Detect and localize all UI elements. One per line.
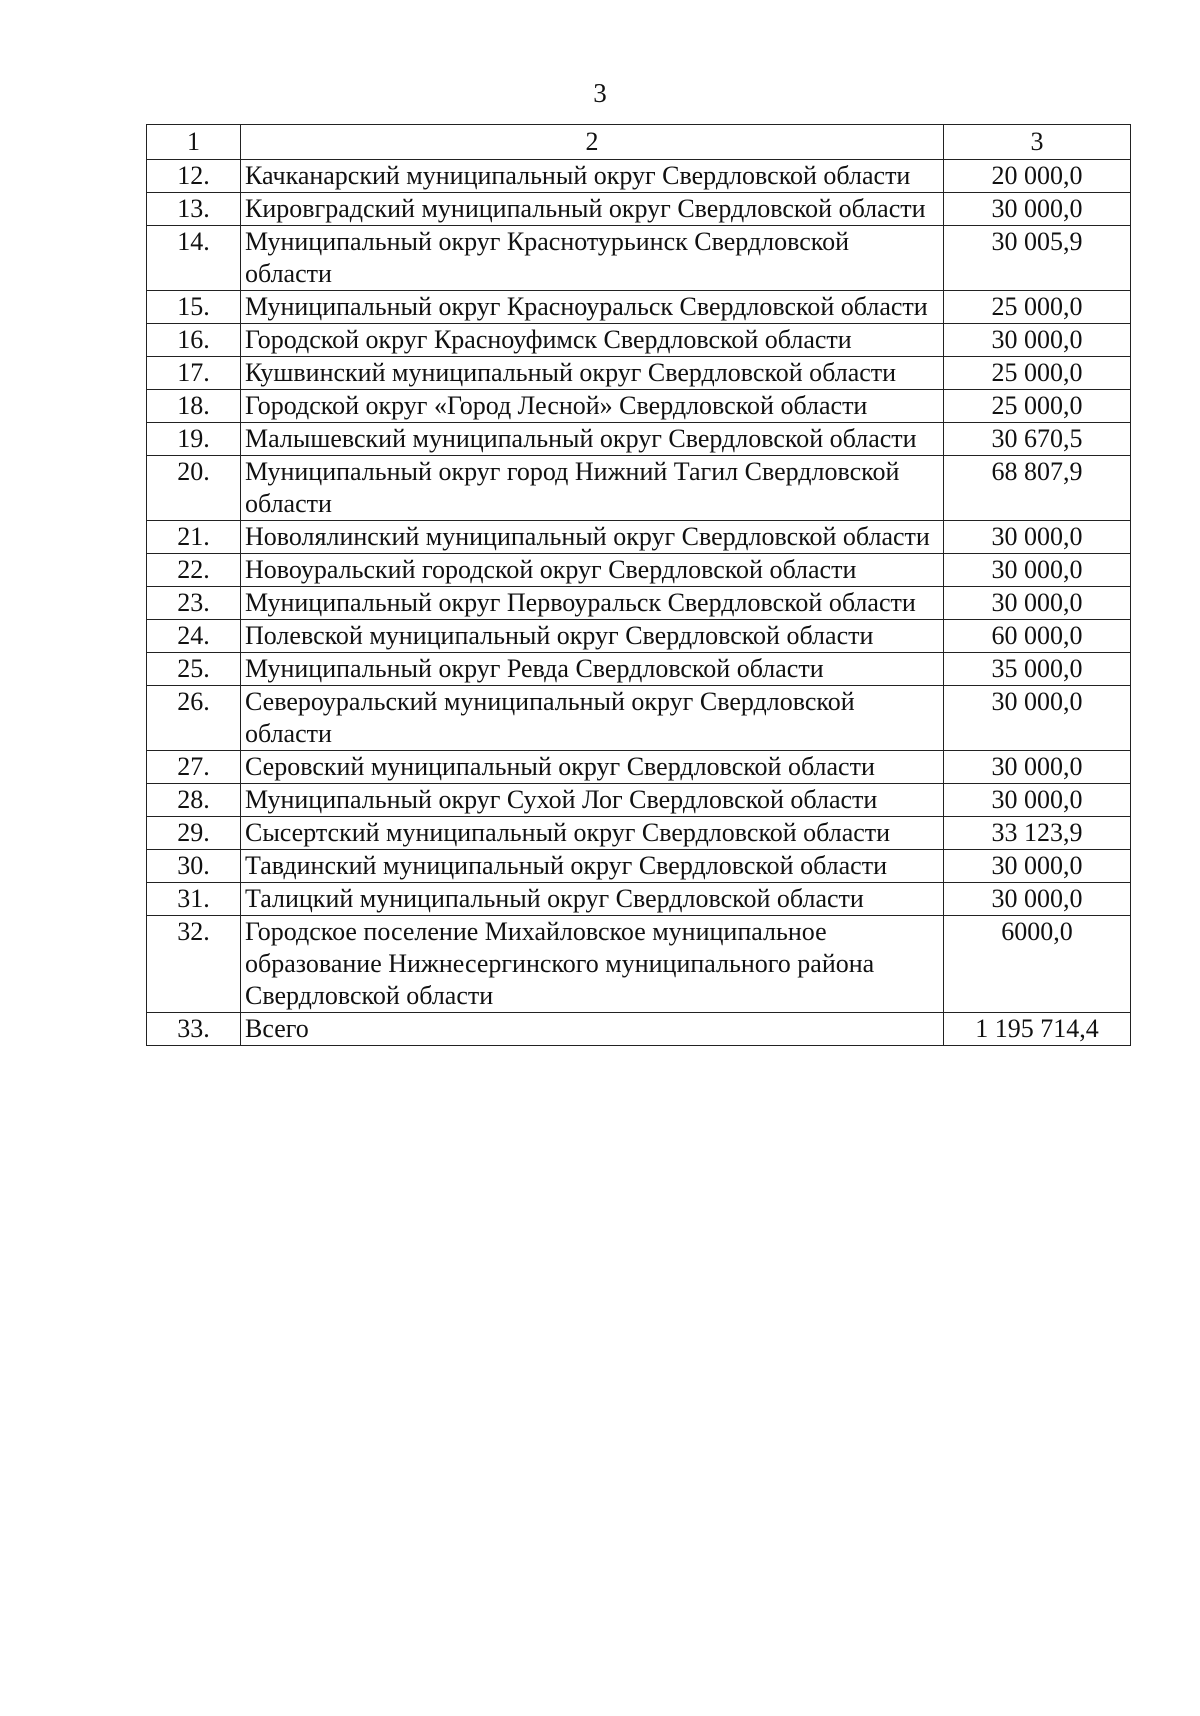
municipality-name: Серовский муниципальный округ Свердловской области bbox=[241, 751, 944, 784]
row-number: 12. bbox=[147, 160, 241, 193]
table-row bbox=[147, 587, 1131, 620]
row-number: 26. bbox=[147, 686, 241, 751]
amount-value: 30 000,0 bbox=[944, 587, 1131, 620]
table-row bbox=[147, 357, 1131, 390]
row-number: 20. bbox=[147, 456, 241, 521]
municipality-name: Муниципальный округ город Нижний Тагил Свердловской области bbox=[241, 456, 944, 521]
row-number: 30. bbox=[147, 850, 241, 883]
row-number: 13. bbox=[147, 193, 241, 226]
municipality-name: Городское поселение Михайловское муниципальное образование Нижнесергинского муниципального района Свердловской области bbox=[241, 916, 944, 1013]
amount-value: 30 000,0 bbox=[944, 850, 1131, 883]
row-number: 27. bbox=[147, 751, 241, 784]
row-number: 22. bbox=[147, 554, 241, 587]
amount-value: 25 000,0 bbox=[944, 357, 1131, 390]
header-row bbox=[147, 125, 1131, 160]
municipality-name: Качканарский муниципальный округ Свердловской области bbox=[241, 160, 944, 193]
header-col-2: 2 bbox=[241, 125, 944, 160]
table-row bbox=[147, 883, 1131, 916]
amount-value: 30 000,0 bbox=[944, 883, 1131, 916]
table-row bbox=[147, 653, 1131, 686]
municipality-name: Североуральский муниципальный округ Свердловской области bbox=[241, 686, 944, 751]
municipality-name: Тавдинский муниципальный округ Свердловской области bbox=[241, 850, 944, 883]
amount-value: 30 000,0 bbox=[944, 751, 1131, 784]
amount-value: 30 000,0 bbox=[944, 686, 1131, 751]
row-number: 15. bbox=[147, 291, 241, 324]
table-row bbox=[147, 620, 1131, 653]
row-number: 24. bbox=[147, 620, 241, 653]
row-number: 17. bbox=[147, 357, 241, 390]
amount-value: 30 005,9 bbox=[944, 226, 1131, 291]
municipality-name: Муниципальный округ Сухой Лог Свердловской области bbox=[241, 784, 944, 817]
row-number: 19. bbox=[147, 423, 241, 456]
page-number: 3 bbox=[593, 78, 607, 108]
row-number: 29. bbox=[147, 817, 241, 850]
row-number: 28. bbox=[147, 784, 241, 817]
municipality-name: Муниципальный округ Краснотурьинск Свердловской области bbox=[241, 226, 944, 291]
amount-value: 25 000,0 bbox=[944, 390, 1131, 423]
amount-value: 25 000,0 bbox=[944, 291, 1131, 324]
row-number: 25. bbox=[147, 653, 241, 686]
row-number: 31. bbox=[147, 883, 241, 916]
table-row bbox=[147, 423, 1131, 456]
table-row bbox=[147, 817, 1131, 850]
amount-value: 68 807,9 bbox=[944, 456, 1131, 521]
municipality-name: Кировградский муниципальный округ Свердловской области bbox=[241, 193, 944, 226]
row-number: 16. bbox=[147, 324, 241, 357]
municipality-name: Сысертский муниципальный округ Свердловской области bbox=[241, 817, 944, 850]
row-number: 18. bbox=[147, 390, 241, 423]
table-header bbox=[147, 125, 1131, 160]
municipality-name: Новолялинский муниципальный округ Свердловской области bbox=[241, 521, 944, 554]
table-row bbox=[147, 324, 1131, 357]
table-row bbox=[147, 1013, 1131, 1046]
amount-value: 30 000,0 bbox=[944, 554, 1131, 587]
table-row bbox=[147, 521, 1131, 554]
municipality-name: Городской округ Красноуфимск Свердловской области bbox=[241, 324, 944, 357]
amount-value: 6000,0 bbox=[944, 916, 1131, 1013]
table-row bbox=[147, 160, 1131, 193]
municipality-name: Полевской муниципальный округ Свердловской области bbox=[241, 620, 944, 653]
municipality-name: Талицкий муниципальный округ Свердловской области bbox=[241, 883, 944, 916]
table-row bbox=[147, 226, 1131, 291]
row-number: 21. bbox=[147, 521, 241, 554]
header-col-1: 1 bbox=[147, 125, 241, 160]
header-col-3: 3 bbox=[944, 125, 1131, 160]
table-row bbox=[147, 850, 1131, 883]
row-number: 23. bbox=[147, 587, 241, 620]
amount-value: 30 000,0 bbox=[944, 784, 1131, 817]
municipality-name: Муниципальный округ Красноуральск Свердловской области bbox=[241, 291, 944, 324]
municipality-name: Всего bbox=[241, 1013, 944, 1046]
table-row bbox=[147, 784, 1131, 817]
table-row bbox=[147, 291, 1131, 324]
amount-value: 35 000,0 bbox=[944, 653, 1131, 686]
amount-value: 30 670,5 bbox=[944, 423, 1131, 456]
amount-value: 33 123,9 bbox=[944, 817, 1131, 850]
table-row bbox=[147, 193, 1131, 226]
municipality-name: Малышевский муниципальный округ Свердловской области bbox=[241, 423, 944, 456]
table-row bbox=[147, 456, 1131, 521]
amount-value: 1 195 714,4 bbox=[944, 1013, 1131, 1046]
row-number: 14. bbox=[147, 226, 241, 291]
allocation-table bbox=[146, 124, 1131, 1046]
municipality-name: Муниципальный округ Ревда Свердловской области bbox=[241, 653, 944, 686]
amount-value: 30 000,0 bbox=[944, 521, 1131, 554]
municipality-name: Городской округ «Город Лесной» Свердловской области bbox=[241, 390, 944, 423]
table-row bbox=[147, 916, 1131, 1013]
table-row bbox=[147, 751, 1131, 784]
municipality-name: Кушвинский муниципальный округ Свердловской области bbox=[241, 357, 944, 390]
row-number: 33. bbox=[147, 1013, 241, 1046]
amount-value: 60 000,0 bbox=[944, 620, 1131, 653]
amount-value: 30 000,0 bbox=[944, 193, 1131, 226]
municipality-name: Новоуральский городской округ Свердловской области bbox=[241, 554, 944, 587]
amount-value: 20 000,0 bbox=[944, 160, 1131, 193]
table-body bbox=[147, 160, 1131, 1046]
amount-value: 30 000,0 bbox=[944, 324, 1131, 357]
table-row bbox=[147, 686, 1131, 751]
table-row bbox=[147, 554, 1131, 587]
table-row bbox=[147, 390, 1131, 423]
row-number: 32. bbox=[147, 916, 241, 1013]
municipality-name: Муниципальный округ Первоуральск Свердловской области bbox=[241, 587, 944, 620]
